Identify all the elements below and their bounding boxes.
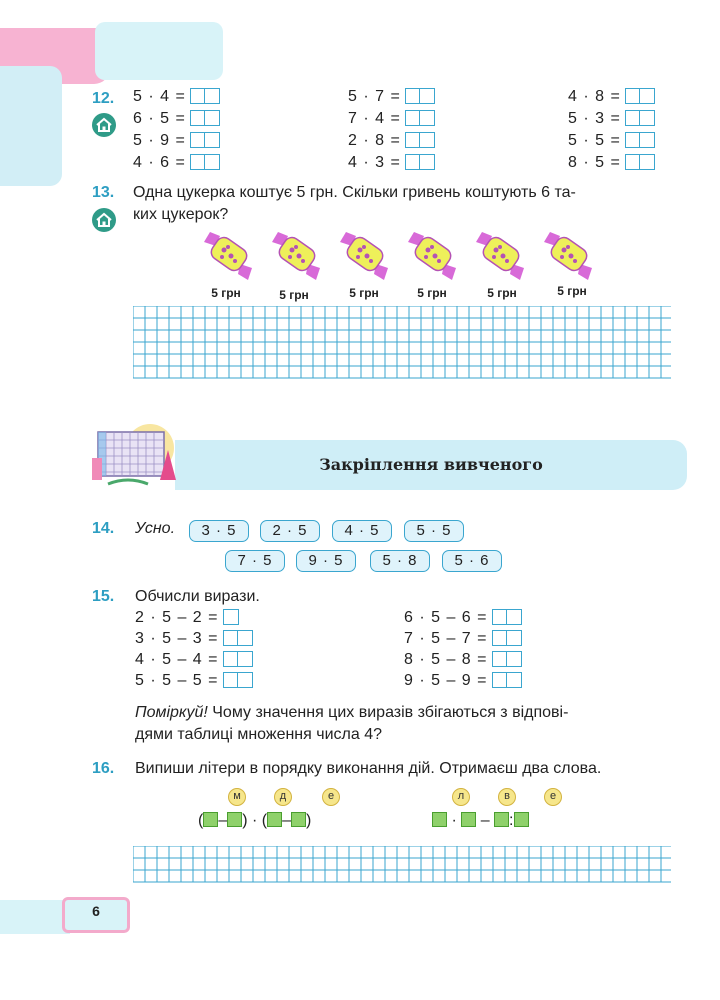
candy-icon xyxy=(540,228,598,287)
letter-circle: в xyxy=(498,788,516,806)
task-16-number: 16. xyxy=(92,760,115,777)
expression: 4 · 8 = xyxy=(568,88,621,105)
expression: 7 · 4 = xyxy=(348,110,401,127)
think-label: Поміркуй! xyxy=(135,704,208,721)
oral-expression: 4 · 5 xyxy=(332,520,392,542)
candy-icon xyxy=(268,228,326,287)
candy-icon xyxy=(200,228,258,287)
letter-circle: е xyxy=(322,788,340,806)
task-15-left-column xyxy=(135,609,253,693)
page-footer-decoration xyxy=(0,900,70,934)
home-task-icon xyxy=(92,208,116,232)
candy-price: 5 грн xyxy=(557,284,587,298)
task-14-label: Усно. xyxy=(135,520,176,537)
candy-price: 5 грн xyxy=(487,286,517,300)
section-table-icon xyxy=(88,422,188,499)
expression: 5 · 5 = xyxy=(568,132,621,149)
candy-icon xyxy=(336,228,394,287)
expression: 6 · 5 = xyxy=(133,110,186,127)
letter-circle: е xyxy=(544,788,562,806)
operation-symbol: ( xyxy=(198,812,204,829)
answer-square[interactable] xyxy=(291,812,306,827)
operation-symbol: : xyxy=(509,812,514,829)
answer-square[interactable] xyxy=(203,812,218,827)
candy-price: 5 грн xyxy=(417,286,447,300)
answer-cells[interactable] xyxy=(492,630,523,646)
answer-square[interactable] xyxy=(432,812,447,827)
answer-cells[interactable] xyxy=(190,110,221,126)
task-12-column-3 xyxy=(568,88,655,176)
page-side-decoration xyxy=(0,66,62,186)
answer-cells[interactable] xyxy=(223,609,239,625)
candy-price: 5 грн xyxy=(211,286,241,300)
answer-square[interactable] xyxy=(461,812,476,827)
expression: 4 · 6 = xyxy=(133,154,186,171)
task-12-column-1 xyxy=(133,88,220,176)
task-16-prompt: Випиши літери в порядку виконання дій. Отримаєш два слова. xyxy=(135,760,602,777)
letter-circle: м xyxy=(228,788,246,806)
oral-expression: 5 · 6 xyxy=(442,550,502,572)
answer-cells[interactable] xyxy=(405,88,436,104)
operation-symbol: ) · ( xyxy=(242,812,268,829)
candy-price: 5 грн xyxy=(279,288,309,302)
oral-expression: 7 · 5 xyxy=(225,550,285,572)
expression: 5 · 5 – 5 = xyxy=(135,672,219,689)
answer-square[interactable] xyxy=(494,812,509,827)
answer-square[interactable] xyxy=(514,812,529,827)
expression: 4 · 5 – 4 = xyxy=(135,651,219,668)
order-expression-2 xyxy=(432,812,529,830)
order-expression-1 xyxy=(198,812,311,830)
answer-cells[interactable] xyxy=(190,154,221,170)
answer-cells[interactable] xyxy=(190,132,221,148)
expression: 6 · 5 – 6 = xyxy=(404,609,488,626)
think-line-2: дями таблиці множення числа 4? xyxy=(135,726,382,743)
page-corner-decoration xyxy=(95,22,223,80)
page-number: 6 xyxy=(92,903,100,919)
task-13-line-2: ких цукерок? xyxy=(133,206,229,223)
task-14-number: 14. xyxy=(92,520,115,537)
task-12-column-2 xyxy=(348,88,435,176)
answer-grid[interactable] xyxy=(133,306,671,385)
answer-cells[interactable] xyxy=(625,110,656,126)
expression: 5 · 7 = xyxy=(348,88,401,105)
operation-symbol: – xyxy=(282,812,292,829)
answer-grid[interactable] xyxy=(133,846,671,891)
answer-cells[interactable] xyxy=(190,88,221,104)
expression: 2 · 5 – 2 = xyxy=(135,609,219,626)
expression: 8 · 5 = xyxy=(568,154,621,171)
task-15-think xyxy=(135,702,675,746)
oral-expression: 5 · 8 xyxy=(370,550,430,572)
home-task-icon xyxy=(92,113,116,137)
expression: 7 · 5 – 7 = xyxy=(404,630,488,647)
candy-icon xyxy=(404,228,462,287)
think-line-1: Чому значення цих виразів збігаються з відпові- xyxy=(207,704,569,721)
answer-cells[interactable] xyxy=(405,110,436,126)
expression: 3 · 5 – 3 = xyxy=(135,630,219,647)
expression: 9 · 5 – 9 = xyxy=(404,672,488,689)
task-15-number: 15. xyxy=(92,588,115,605)
answer-square[interactable] xyxy=(267,812,282,827)
oral-expression: 2 · 5 xyxy=(260,520,320,542)
expression: 5 · 9 = xyxy=(133,132,186,149)
task-12-number: 12. xyxy=(92,90,115,107)
answer-cells[interactable] xyxy=(625,88,656,104)
answer-cells[interactable] xyxy=(405,132,436,148)
expression: 8 · 5 – 8 = xyxy=(404,651,488,668)
task-13-text xyxy=(133,182,678,226)
task-15-prompt: Обчисли вирази. xyxy=(135,588,260,605)
operation-symbol: · xyxy=(451,812,457,829)
expression: 2 · 8 = xyxy=(348,132,401,149)
answer-cells[interactable] xyxy=(405,154,436,170)
task-13-number: 13. xyxy=(92,184,115,201)
expression: 4 · 3 = xyxy=(348,154,401,171)
letter-circle: д xyxy=(274,788,292,806)
operation-symbol: ) xyxy=(306,812,312,829)
answer-cells[interactable] xyxy=(492,651,523,667)
expression: 5 · 4 = xyxy=(133,88,186,105)
operation-symbol: – xyxy=(480,812,490,829)
task-15-right-column xyxy=(404,609,522,693)
candy-price: 5 грн xyxy=(349,286,379,300)
answer-square[interactable] xyxy=(227,812,242,827)
answer-cells[interactable] xyxy=(492,609,523,625)
answer-cells[interactable] xyxy=(625,132,656,148)
answer-cells[interactable] xyxy=(223,672,254,688)
task-13-line-1: Одна цукерка коштує 5 грн. Скільки гривень коштують 6 та- xyxy=(133,184,576,201)
answer-cells[interactable] xyxy=(223,630,254,646)
section-title: Закріплення вивченого xyxy=(319,455,543,474)
answer-cells[interactable] xyxy=(492,672,523,688)
expression: 5 · 3 = xyxy=(568,110,621,127)
answer-cells[interactable] xyxy=(625,154,656,170)
oral-expression: 5 · 5 xyxy=(404,520,464,542)
oral-expression: 3 · 5 xyxy=(189,520,249,542)
letter-circle: л xyxy=(452,788,470,806)
answer-cells[interactable] xyxy=(223,651,254,667)
oral-expression: 9 · 5 xyxy=(296,550,356,572)
candy-icon xyxy=(472,228,530,287)
operation-symbol: – xyxy=(218,812,228,829)
